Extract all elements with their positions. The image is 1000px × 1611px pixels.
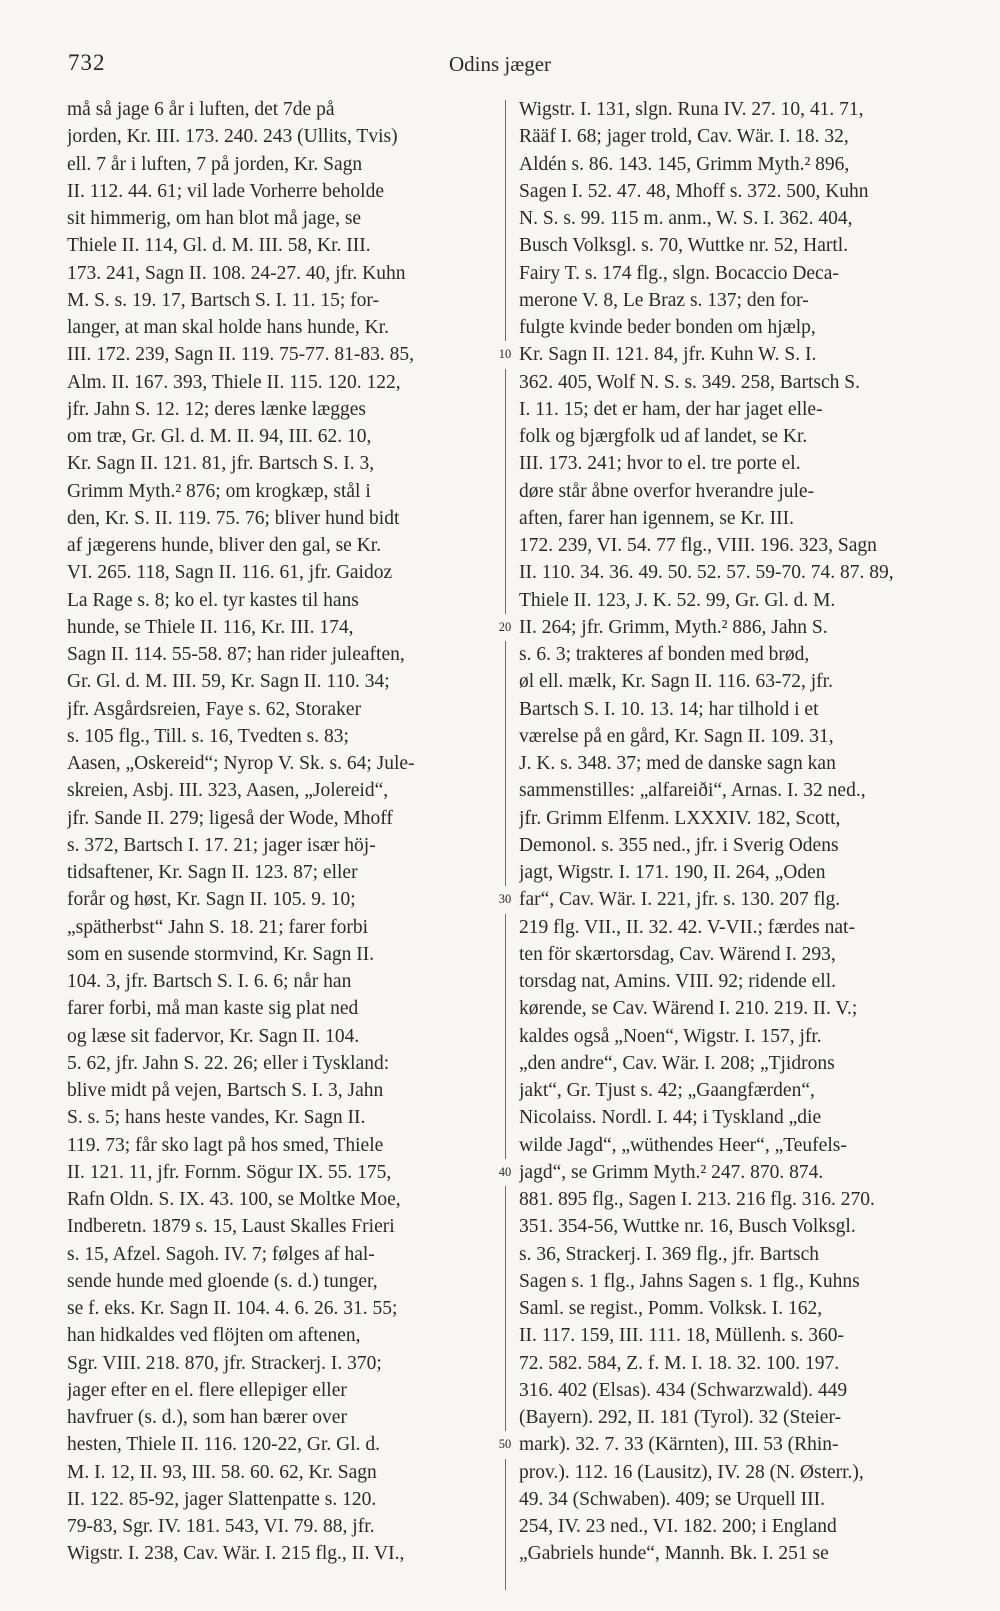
- text-line: 49. 34 (Schwaben). 409; se Urquell III.: [519, 1488, 825, 1510]
- text-line: jfr. Grimm Elfenm. LXXXIV. 182, Scott,: [519, 807, 841, 829]
- text-line: 316. 402 (Elsas). 434 (Schwarzwald). 449: [519, 1379, 848, 1401]
- text-line: fulgte kvinde beder bonden om hjælp,: [519, 317, 816, 338]
- text-line: II. 110. 34. 36. 49. 50. 52. 57. 59-70. 74. 87. 89,: [519, 562, 894, 584]
- text-line: jager efter en el. flere ellepiger eller: [67, 1379, 347, 1401]
- text-line: II. 121. 11, jfr. Fornm. Sögur IX. 55. 175,: [67, 1161, 392, 1183]
- text-line: Rafn Oldn. S. IX. 43. 100, se Moltke Moe,: [67, 1189, 401, 1210]
- text-line: blive midt på vejen, Bartsch S. I. 3, Jahn: [67, 1080, 384, 1101]
- line-number-marker: 40: [490, 1159, 520, 1186]
- text-line: kørende, se Cav. Wärend I. 210. 219. II. V.;: [519, 998, 858, 1020]
- text-line: 5. 62, jfr. Jahn S. 22. 26; eller i Tyskland:: [67, 1052, 390, 1074]
- page-header: [0, 0, 1000, 100]
- text-line: Indberetn. 1879 s. 15, Laust Skalles Frieri: [67, 1216, 395, 1238]
- text-line: s. 15, Afzel. Sagoh. IV. 7; følges af hal-: [67, 1243, 375, 1265]
- text-line: M. I. 12, II. 93, III. 58. 60. 62, Kr. Sagn: [67, 1461, 377, 1483]
- text-line: (Bayern). 292, II. 181 (Tyrol). 32 (Steier-: [519, 1407, 842, 1428]
- text-line: Aasen, „Oskereid“; Nyrop V. Sk. s. 64; Jule-: [67, 753, 415, 774]
- text-line: sammenstilles: „alfareiði“, Arnas. I. 32 ned.,: [519, 780, 866, 802]
- text-line: far“, Cav. Wär. I. 221, jfr. s. 130. 207 flg.: [519, 889, 841, 911]
- text-line: 172. 239, VI. 54. 77 flg., VIII. 196. 323, Sagn: [519, 535, 877, 556]
- line-number-marker: 50: [490, 1431, 520, 1458]
- text-line: s. 6. 3; trakteres af bonden med brød,: [519, 644, 810, 665]
- text-line: s. 36, Strackerj. I. 369 flg., jfr. Bartsch: [519, 1243, 820, 1265]
- text-line: Wigstr. I. 238, Cav. Wär. I. 215 flg., II. VI.,: [67, 1543, 405, 1565]
- text-line: skreien, Asbj. III. 323, Aasen, „Jolereid“,: [67, 780, 389, 802]
- text-line: jakt“, Gr. Tjust s. 42; „Gaangfærden“,: [519, 1080, 815, 1101]
- text-line: Busch Volksgl. s. 70, Wuttke nr. 52, Hartl.: [519, 235, 849, 257]
- text-line: Demonol. s. 355 ned., jfr. i Sverig Odens: [519, 834, 839, 856]
- text-line: wilde Jagd“, „wüthendes Heer“, „Teufels-: [519, 1134, 847, 1156]
- text-line: Bartsch S. I. 10. 13. 14; har tilhold i et: [519, 698, 819, 720]
- text-line: Sgr. VIII. 218. 870, jfr. Strackerj. I. 370;: [67, 1352, 382, 1374]
- text-line: Gr. Gl. d. M. III. 59, Kr. Sagn II. 110. 34;: [67, 671, 390, 693]
- text-line: 351. 354-56, Wuttke nr. 16, Busch Volksgl.: [519, 1216, 856, 1238]
- text-line: som en susende stormvind, Kr. Sagn II.: [67, 943, 375, 965]
- text-line: III. 172. 239, Sagn II. 119. 75-77. 81-83. 85,: [67, 344, 414, 366]
- text-line: jfr. Jahn S. 12. 12; deres lænke lægges: [67, 398, 366, 420]
- text-line: jfr. Sande II. 279; ligeså der Wode, Mhoff: [67, 807, 393, 829]
- text-line: 254, IV. 23 ned., VI. 182. 200; i England: [519, 1516, 837, 1537]
- text-line: 79-83, Sgr. IV. 181. 543, VI. 79. 88, jfr.: [67, 1516, 375, 1537]
- text-line: 219 flg. VII., II. 32. 42. V-VII.; færdes nat-: [519, 916, 855, 938]
- text-line: jagd“, se Grimm Myth.² 247. 870. 874.: [519, 1161, 824, 1183]
- text-line: forår og høst, Kr. Sagn II. 105. 9. 10;: [67, 889, 356, 911]
- text-line: ell. 7 år i luften, 7 på jorden, Kr. Sagn: [67, 153, 363, 175]
- text-line: Wigstr. I. 131, slgn. Runa IV. 27. 10, 41. 71,: [519, 99, 864, 120]
- text-line: Sagen I. 52. 47. 48, Mhoff s. 372. 500, Kuhn: [519, 180, 869, 202]
- text-line: „Gabriels hunde“, Mannh. Bk. I. 251 se: [519, 1543, 829, 1565]
- text-line: s. 105 flg., Till. s. 16, Tvedten s. 83;: [67, 725, 349, 747]
- text-line: mark). 32. 7. 33 (Kärnten), III. 53 (Rhin-: [519, 1434, 839, 1456]
- text-line: s. 372, Bartsch I. 17. 21; jager især höj-: [67, 834, 376, 856]
- text-line: M. S. s. 19. 17, Bartsch S. I. 11. 15; for-: [67, 289, 379, 311]
- text-line: farer forbi, må man kaste sig plat ned: [67, 998, 359, 1020]
- text-line: tidsaftener, Kr. Sagn II. 123. 87; eller: [67, 862, 358, 883]
- text-line: 362. 405, Wolf N. S. s. 349. 258, Bartsch S.: [519, 371, 860, 393]
- text-line: folk og bjærgfolk ud af landet, se Kr.: [519, 426, 808, 447]
- text-line: Fairy T. s. 174 flg., slgn. Bocaccio Deca-: [519, 262, 839, 284]
- text-line: II. 264; jfr. Grimm, Myth.² 886, Jahn S.: [519, 616, 828, 638]
- text-line: II. 117. 159, III. 111. 18, Müllenh. s. 360-: [519, 1325, 844, 1347]
- text-line: må så jage 6 år i luften, det 7de på: [67, 99, 335, 120]
- text-line: La Rage s. 8; ko el. tyr kastes til hans: [67, 589, 359, 611]
- text-line: Thiele II. 123, J. K. 52. 99, Gr. Gl. d. M.: [519, 589, 836, 611]
- text-line: langer, at man skal holde hans hunde, Kr.: [67, 317, 389, 338]
- text-line: Sagen s. 1 flg., Jahns Sagen s. 1 flg., Kuhns: [519, 1270, 860, 1292]
- text-line: hesten, Thiele II. 116. 120-22, Gr. Gl. d.: [67, 1434, 381, 1456]
- text-line: „den andre“, Cav. Wär. I. 208; „Tjidrons: [519, 1052, 835, 1074]
- page-number: 732: [68, 50, 106, 75]
- text-line: Kr. Sagn II. 121. 84, jfr. Kuhn W. S. I.: [519, 344, 817, 366]
- line-number-marker: 10: [490, 341, 520, 368]
- text-line: hunde, se Thiele II. 116, Kr. III. 174,: [67, 616, 354, 638]
- text-line: J. K. s. 348. 37; med de danske sagn kan: [519, 753, 836, 774]
- text-line: jfr. Asgårdsreien, Faye s. 62, Storaker: [67, 698, 362, 720]
- text-line: S. s. 5; hans heste vandes, Kr. Sagn II.: [67, 1107, 366, 1129]
- text-line: torsdag nat, Amins. VIII. 92; ridende ell.: [519, 971, 836, 992]
- text-line: og læse sit fadervor, Kr. Sagn II. 104.: [67, 1025, 360, 1047]
- text-line: Thiele II. 114, Gl. d. M. III. 58, Kr. III.: [67, 235, 371, 257]
- text-line: Aldén s. 86. 143. 145, Grimm Myth.² 896,: [519, 153, 850, 175]
- text-line: kaldes også „Noen“, Wigstr. I. 157, jfr.: [519, 1025, 822, 1047]
- text-line: 881. 895 flg., Sagen I. 213. 216 flg. 316. 270.: [519, 1189, 875, 1210]
- running-head: Odins jæger: [448, 52, 552, 76]
- text-line: „spätherbst“ Jahn S. 18. 21; farer forbi: [67, 916, 369, 938]
- text-line: II. 122. 85-92, jager Slattenpatte s. 120.: [67, 1488, 377, 1510]
- text-line: N. S. s. 99. 115 m. anm., W. S. I. 362. 404,: [519, 208, 853, 229]
- text-line: prov.). 112. 16 (Lausitz), IV. 28 (N. Østerr.),: [519, 1461, 864, 1483]
- text-line: sende hunde med gloende (s. d.) tunger,: [67, 1270, 378, 1292]
- text-line: merone V. 8, Le Braz s. 137; den for-: [519, 289, 809, 311]
- text-line: II. 112. 44. 61; vil lade Vorherre beholde: [67, 180, 384, 202]
- text-line: om træ, Gr. Gl. d. M. II. 94, III. 62. 10,: [67, 426, 372, 447]
- text-line: 173. 241, Sagn II. 108. 24-27. 40, jfr. Kuhn: [67, 262, 406, 284]
- text-line: jagt, Wigstr. I. 171. 190, II. 264, „Oden: [519, 862, 826, 883]
- text-line: I. 11. 15; det er ham, der har jaget elle-: [519, 398, 823, 420]
- text-line: 104. 3, jfr. Bartsch S. I. 6. 6; når han: [67, 971, 352, 992]
- text-line: han hidkaldes ved flöjten om aftenen,: [67, 1325, 361, 1347]
- line-number-marker: 30: [490, 886, 520, 913]
- text-line: den, Kr. S. II. 119. 75. 76; bliver hund bidt: [67, 507, 400, 529]
- text-line: Kr. Sagn II. 121. 81, jfr. Bartsch S. I. 3,: [67, 453, 375, 475]
- text-line: Saml. se regist., Pomm. Volksk. I. 162,: [519, 1298, 823, 1319]
- text-line: 72. 582. 584, Z. f. M. I. 18. 32. 100. 197.: [519, 1352, 840, 1374]
- text-line: jorden, Kr. III. 173. 240. 243 (Ullits, Tvis): [67, 126, 398, 148]
- text-line: Alm. II. 167. 393, Thiele II. 115. 120. 122,: [67, 371, 401, 393]
- text-line: Nicolaiss. Nordl. I. 44; i Tyskland „die: [519, 1107, 822, 1129]
- text-line: af jægerens hunde, bliver den gal, se Kr.: [67, 535, 382, 556]
- text-line: sit himmerig, om han blot må jage, se: [67, 208, 362, 229]
- text-line: øl ell. mælk, Kr. Sagn II. 116. 63-72, jfr.: [519, 671, 833, 693]
- text-line: Sagn II. 114. 55-58. 87; han rider juleaften,: [67, 644, 405, 665]
- text-line: III. 173. 241; hvor to el. tre porte el.: [519, 453, 801, 475]
- left-column: [67, 96, 487, 1586]
- text-line: VI. 265. 118, Sagn II. 116. 61, jfr. Gaidoz: [67, 562, 393, 584]
- line-number-markers: [490, 96, 520, 1586]
- text-line: se f. eks. Kr. Sagn II. 104. 4. 6. 26. 31. 55;: [67, 1298, 398, 1319]
- text-line: døre står åbne overfor hverandre jule-: [519, 480, 815, 502]
- text-line: aften, farer han igennem, se Kr. III.: [519, 507, 795, 529]
- line-number-marker: 20: [490, 614, 520, 641]
- text-line: havfruer (s. d.), som han bærer over: [67, 1407, 347, 1428]
- text-line: 119. 73; får sko lagt på hos smed, Thiele: [67, 1134, 384, 1156]
- text-line: ten för skærtorsdag, Cav. Wärend I. 293,: [519, 943, 836, 965]
- text-line: Grimm Myth.² 876; om krogkæp, stål i: [67, 480, 371, 502]
- text-line: Rääf I. 68; jager trold, Cav. Wär. I. 18. 32,: [519, 126, 849, 148]
- text-line: værelse på en gård, Kr. Sagn II. 109. 31,: [519, 725, 834, 747]
- right-column: [519, 96, 947, 1586]
